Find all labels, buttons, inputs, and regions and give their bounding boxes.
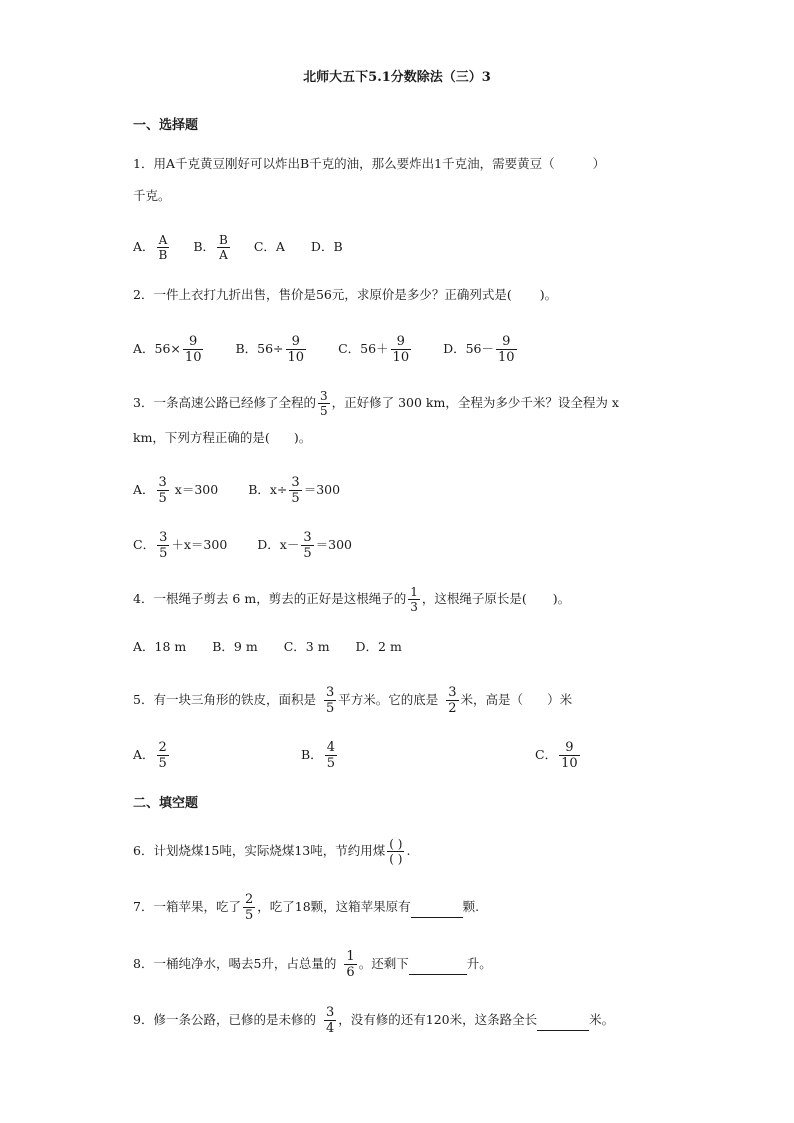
question-4 xyxy=(133,586,570,613)
text-segment: . xyxy=(406,843,411,858)
text-segment: D．56－ xyxy=(443,341,495,356)
fraction-numerator: 3 xyxy=(159,530,168,545)
fraction xyxy=(289,476,301,505)
q2-option-d xyxy=(443,334,518,365)
text-segment: A． xyxy=(133,747,155,762)
text-segment: 5．有一块三角形的铁皮，面积是 xyxy=(133,692,316,707)
q2-option-c xyxy=(338,334,413,365)
question-8 xyxy=(133,950,492,979)
q3-fraction xyxy=(318,390,330,417)
fraction-denominator: 5 xyxy=(303,546,312,561)
text-segment: 2．一件上衣打九折出售，售价是56元，求原价是多少？正确列式是( xyxy=(133,287,512,302)
fraction-denominator: 5 xyxy=(158,491,167,506)
question-3-cont xyxy=(133,428,311,448)
text-segment: ，正好修了 300 km，全程为多少千米？设全程为 x xyxy=(331,395,619,410)
q3-option-b xyxy=(248,475,341,506)
text-segment: B．56÷ xyxy=(235,341,284,356)
q5-option-c xyxy=(535,741,582,770)
q2-option-a xyxy=(133,334,205,365)
fraction-denominator: B xyxy=(158,248,168,262)
text-segment: 。还剩下 xyxy=(358,956,409,971)
q1-option-b xyxy=(193,233,232,262)
q1-option-b-fraction xyxy=(217,234,230,261)
fraction-denominator: 10 xyxy=(392,350,410,365)
question-6 xyxy=(133,838,410,865)
text-segment: 3．一条高速公路已经修了全程的 xyxy=(133,395,316,410)
text-segment: ＝300 xyxy=(315,537,352,552)
text-segment: B．x÷ xyxy=(248,482,288,497)
question-9 xyxy=(133,1006,614,1035)
fraction xyxy=(183,335,204,364)
text-segment: 9．修一条公路，已修的是未修的 xyxy=(133,1012,316,1027)
question-1-cont: 千克。 xyxy=(133,188,171,203)
fraction-denominator: 4 xyxy=(325,1021,335,1036)
q3-option-a xyxy=(133,475,219,506)
fraction-denominator: 10 xyxy=(287,350,305,365)
q5-base-fraction xyxy=(446,686,458,715)
q7-answer-blank[interactable] xyxy=(411,897,463,918)
q4-options xyxy=(133,637,402,657)
fraction-denominator: 10 xyxy=(184,350,202,365)
q9-fraction xyxy=(324,1006,336,1035)
q1-option-a-fraction xyxy=(157,234,170,261)
fraction-numerator: 3 xyxy=(448,685,457,700)
fraction-denominator: 5 xyxy=(325,701,335,716)
text-segment: ，没有修的还有120米，这条路全长 xyxy=(338,1012,538,1027)
fraction-numerator: 9 xyxy=(502,334,511,349)
q1-options xyxy=(133,234,343,261)
q5-option-a xyxy=(133,741,171,770)
fraction-numerator: 9 xyxy=(291,334,300,349)
text-segment: ＝300 xyxy=(303,482,341,497)
q3-options-cd xyxy=(133,531,352,560)
fraction xyxy=(286,335,307,364)
text-segment: ，这根绳子原长是( xyxy=(421,591,527,606)
fraction-numerator: 1 xyxy=(346,949,355,964)
fraction-denominator: 5 xyxy=(159,546,168,561)
text-segment: 4．一根绳子剪去 6 m，剪去的正好是这根绳子的 xyxy=(133,591,407,606)
page-title: 北师大五下5.1分数除法（三）3 xyxy=(303,70,491,85)
fraction-numerator: 3 xyxy=(319,389,328,403)
fraction-denominator: 6 xyxy=(346,965,355,980)
q4-option-a: A．18 m xyxy=(133,639,187,654)
q8-answer-blank[interactable] xyxy=(409,954,467,975)
fraction xyxy=(559,741,580,770)
text-segment: 升。 xyxy=(466,956,492,971)
fraction-denominator: 10 xyxy=(561,756,578,771)
fraction-denominator: A xyxy=(219,248,228,262)
fraction xyxy=(496,335,517,364)
fraction-numerator: 2 xyxy=(158,740,167,755)
fraction-numerator: 4 xyxy=(326,740,335,755)
question-5 xyxy=(133,686,572,715)
text-segment: C． xyxy=(133,537,156,552)
fraction xyxy=(157,531,169,560)
q3-option-c xyxy=(133,530,228,561)
question-2 xyxy=(133,285,557,305)
fraction xyxy=(301,531,313,560)
text-segment: B． xyxy=(301,747,323,762)
fraction-denominator: 5 xyxy=(158,756,167,771)
fraction-numerator: 3 xyxy=(158,475,167,490)
fraction-numerator: 9 xyxy=(189,334,198,349)
q6-blank-fraction xyxy=(387,838,404,865)
fraction-numerator: 3 xyxy=(325,1005,335,1020)
text-segment: A．56× xyxy=(133,341,181,356)
q8-fraction xyxy=(344,950,356,979)
fraction-denominator: 3 xyxy=(410,600,418,614)
fraction xyxy=(391,335,412,364)
text-segment: x＝300 xyxy=(170,482,219,497)
q5-option-b xyxy=(301,741,339,770)
text-segment: C．56＋ xyxy=(338,341,389,356)
text-segment: 6．计划烧煤15吨，实际烧煤13吨，节约用煤 xyxy=(133,843,386,858)
fraction-numerator: 3 xyxy=(303,530,312,545)
q4-option-c: C．3 m xyxy=(283,639,330,654)
fraction-numerator: 9 xyxy=(396,334,405,349)
q1-option-a xyxy=(133,233,171,262)
fraction xyxy=(157,741,169,770)
fraction xyxy=(325,741,337,770)
q9-answer-blank[interactable] xyxy=(537,1010,589,1031)
text-segment: )。 xyxy=(539,287,558,302)
text-segment: 8．一桶纯净水，喝去5升，占总量的 xyxy=(133,956,337,971)
fraction-denominator: 5 xyxy=(244,908,254,923)
text-segment: B． xyxy=(193,239,216,254)
q7-fraction xyxy=(243,893,255,922)
fraction-denominator: 5 xyxy=(291,491,300,506)
q3-option-d xyxy=(257,530,352,561)
text-segment: C． xyxy=(535,747,558,762)
section-fill-heading: 二、填空题 xyxy=(133,796,199,811)
fraction-denominator: 5 xyxy=(326,756,335,771)
q2-options xyxy=(133,335,519,364)
fraction-numerator: B xyxy=(219,233,228,247)
question-1 xyxy=(133,154,605,174)
fraction-numerator: A xyxy=(158,233,168,247)
text-segment: )。 xyxy=(552,591,571,606)
fraction-numerator: 3 xyxy=(325,685,335,700)
q4-option-b: B．9 m xyxy=(212,639,258,654)
q4-option-d: D．2 m xyxy=(355,639,402,654)
q2-option-b xyxy=(235,334,308,365)
text-segment: 米。 xyxy=(589,1012,615,1027)
q1-text: 1．用A千克黄豆刚好可以炸出B千克的油，那么要炸出1千克油，需要黄豆（ xyxy=(133,156,555,171)
fraction-denominator: 2 xyxy=(448,701,457,716)
q3-options-ab xyxy=(133,476,340,505)
q5-area-fraction xyxy=(324,686,336,715)
fraction-denominator[interactable]: ( ) xyxy=(389,852,403,866)
text-segment: ＋x＝300 xyxy=(171,537,228,552)
fraction-denominator: 5 xyxy=(319,404,328,418)
question-3 xyxy=(133,390,619,417)
q1-option-c: C．A xyxy=(253,239,285,254)
fraction-numerator: 9 xyxy=(565,740,574,755)
fraction-numerator[interactable]: ( ) xyxy=(389,837,403,851)
text-segment: 7．一箱苹果，吃了 xyxy=(133,899,241,914)
fraction-numerator: 3 xyxy=(291,475,300,490)
fraction-denominator: 10 xyxy=(498,350,515,365)
question-7 xyxy=(133,893,479,922)
fraction-numerator: 2 xyxy=(244,892,254,907)
text-segment: ，吃了18颗，这箱苹果原有 xyxy=(257,899,411,914)
fraction-numerator: 1 xyxy=(410,585,418,599)
section-choice-heading: 一、选择题 xyxy=(133,118,199,133)
text-segment: 平方米。它的底是 xyxy=(338,692,439,707)
text-segment: 颗. xyxy=(462,899,480,914)
q4-fraction xyxy=(408,586,420,613)
text-segment: D．x－ xyxy=(257,537,300,552)
q1-paren-close: ） xyxy=(592,156,606,171)
q1-option-d: D．B xyxy=(310,239,343,254)
text-segment: A． xyxy=(133,482,155,497)
fraction xyxy=(157,476,169,505)
text-segment: km，下列方程正确的是( xyxy=(133,430,270,445)
text-segment: ）米 xyxy=(547,692,573,707)
text-segment: 米，高是（ xyxy=(460,692,524,707)
text-segment: A． xyxy=(133,239,155,254)
text-segment: )。 xyxy=(293,430,312,445)
